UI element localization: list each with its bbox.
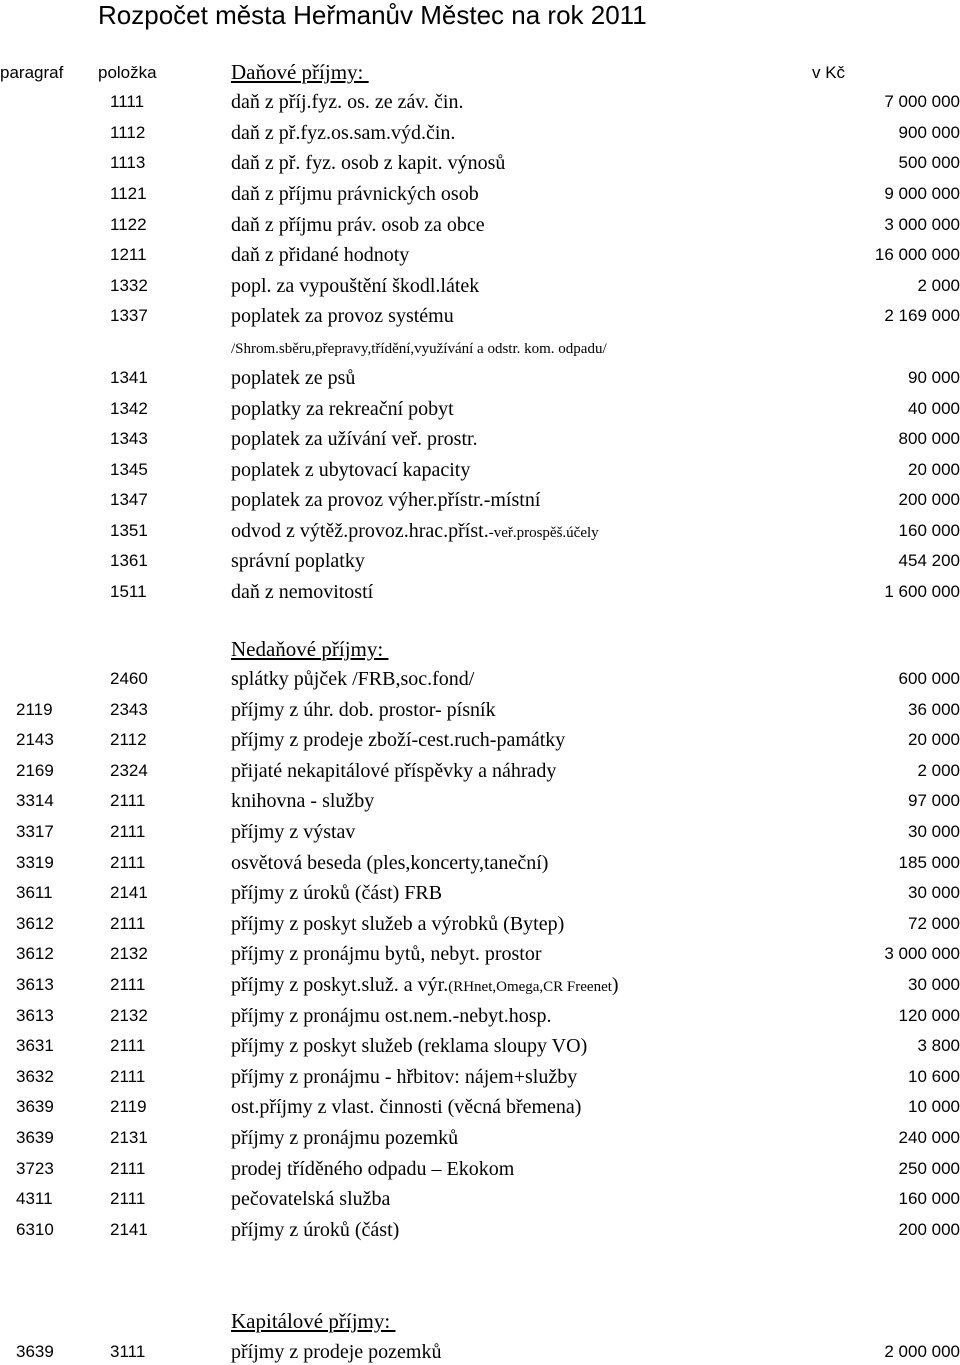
polozka-cell: 3111 <box>110 1342 146 1361</box>
amount-cell: 250 000 <box>898 1158 960 1178</box>
amount-cell: 20 000 <box>908 460 960 479</box>
item-text: poplatek ze psů <box>231 367 356 389</box>
table-row <box>0 365 960 391</box>
item-text-cell <box>231 273 479 299</box>
polozka-cell: 2343 <box>110 699 148 719</box>
polozka-cell: 2111 <box>110 1066 146 1086</box>
polozka-cell: 2132 <box>110 944 148 964</box>
polozka-cell: 1347 <box>110 490 148 509</box>
amount-cell: 600 000 <box>898 669 960 688</box>
item-text-cell <box>231 911 564 937</box>
item-text-cell <box>231 1003 552 1029</box>
column-header-currency: v Kč <box>812 63 846 82</box>
table-row <box>0 1217 960 1243</box>
item-text: splátky půjček /FRB,soc.fond/ <box>231 668 475 690</box>
paragraf-cell: 6310 <box>16 1219 54 1239</box>
table-row <box>0 426 960 452</box>
page-title: Rozpočet města Heřmanův Městec na rok 2011 <box>98 0 647 30</box>
table-row <box>0 819 960 845</box>
item-text: pečovatelská služba <box>231 1188 391 1211</box>
item-text-cell <box>231 396 454 422</box>
amount-cell: 800 000 <box>898 429 960 448</box>
paragraf-cell: 2143 <box>16 730 54 750</box>
item-text: příjmy z pronájmu bytů, nebyt. prostor <box>231 943 542 966</box>
table-row <box>0 911 960 937</box>
polozka-cell: 2131 <box>110 1128 148 1147</box>
amount-cell: 16 000 000 <box>874 245 960 264</box>
amount-cell: 3 000 000 <box>884 944 960 964</box>
item-text: příjmy z úroků (část) <box>231 1218 400 1241</box>
polozka-cell: 2111 <box>110 1189 146 1209</box>
amount-cell: 2 000 <box>917 760 960 780</box>
item-text-cell <box>231 1064 577 1090</box>
table-row <box>0 181 960 207</box>
paragraf-cell: 3317 <box>16 822 54 841</box>
item-text: odvod z výtěž.provoz.hrac.příst. <box>231 520 489 542</box>
table-row <box>0 697 960 723</box>
item-text-cell <box>231 972 619 1000</box>
polozka-cell: 1211 <box>110 245 147 264</box>
paragraf-cell: 3632 <box>16 1066 54 1086</box>
polozka-cell: 1361 <box>110 551 148 570</box>
item-text-cell <box>231 120 455 146</box>
table-row <box>0 1094 960 1120</box>
polozka-cell: 1122 <box>110 215 147 234</box>
amount-cell: 90 000 <box>908 368 960 387</box>
polozka-cell: 2112 <box>110 730 147 750</box>
item-text-cell <box>231 788 374 814</box>
polozka-cell: 2141 <box>110 883 148 903</box>
polozka-cell: 1345 <box>110 460 148 479</box>
item-text-cell <box>231 303 454 329</box>
amount-cell: 2 000 <box>917 276 960 295</box>
item-text: osvětová beseda (ples,koncerty,taneční) <box>231 851 549 874</box>
table-row <box>0 518 960 544</box>
polozka-cell: 1511 <box>110 582 147 601</box>
item-text: popl. za vypouštění škodl.látek <box>231 275 480 297</box>
paragraf-cell: 3639 <box>16 1097 54 1117</box>
item-text-cell <box>231 487 540 513</box>
paragraf-cell: 3612 <box>16 913 54 933</box>
section-title-danove: Daňové příjmy: <box>231 60 369 84</box>
item-text: příjmy z výstav <box>231 821 356 843</box>
polozka-cell: 1111 <box>110 92 145 111</box>
table-row <box>0 1064 960 1090</box>
amount-cell: 185 000 <box>898 852 960 872</box>
table-row <box>0 89 960 115</box>
item-text-cell <box>231 880 442 906</box>
amount-cell: 200 000 <box>898 1219 960 1239</box>
item-text-cell <box>231 181 479 207</box>
item-text-cell <box>231 212 485 238</box>
polozka-cell: 2324 <box>110 760 148 780</box>
polozka-cell: 1341 <box>110 368 148 387</box>
polozka-cell: 2141 <box>110 1219 148 1239</box>
item-text-small: -veř.prospěš.účely <box>488 525 599 541</box>
amount-cell: 30 000 <box>908 975 960 994</box>
item-text-cell <box>231 1033 587 1059</box>
table-row <box>0 548 960 574</box>
item-text: příjmy z prodeje zboží-cest.ruch-památky <box>231 729 566 752</box>
item-text: prodej tříděného odpadu – Ekokom <box>231 1157 515 1180</box>
polozka-cell: 2460 <box>110 669 148 688</box>
item-text-cell <box>231 666 474 692</box>
table-row <box>0 880 960 906</box>
item-text-cell <box>231 1217 399 1243</box>
polozka-cell: 2111 <box>110 913 146 933</box>
amount-cell: 160 000 <box>898 1189 960 1209</box>
item-text: příjmy z poskyt služeb (reklama sloupy VO) <box>231 1035 588 1058</box>
polozka-cell: 2111 <box>110 1158 146 1178</box>
polozka-cell: 2111 <box>110 975 146 994</box>
polozka-cell: 1112 <box>110 123 146 142</box>
item-text: daň z příj.fyz. os. ze záv. čin. <box>231 91 464 113</box>
table-row <box>0 758 960 784</box>
table-row <box>0 273 960 299</box>
table-row <box>0 150 960 176</box>
column-header-polozka: položka <box>98 63 157 82</box>
item-text-cell <box>231 727 565 753</box>
paragraf-cell: 3613 <box>16 975 54 994</box>
table-row <box>0 120 960 146</box>
amount-cell: 9 000 000 <box>884 184 960 203</box>
item-text: poplatek za užívání veř. prostr. <box>231 428 478 450</box>
item-text: příjmy z úhr. dob. prostor- písník <box>231 698 496 721</box>
item-text: ost.příjmy z vlast. činnosti (věcná břemena) <box>231 1096 582 1119</box>
item-text-cell <box>231 1156 514 1182</box>
polozka-cell: 2111 <box>110 822 146 841</box>
item-text: příjmy z prodeje pozemků <box>231 1341 442 1363</box>
table-row <box>0 972 960 998</box>
item-text: přijaté nekapitálové příspěvky a náhrady <box>231 759 557 782</box>
item-text: poplatek z ubytovací kapacity <box>231 459 471 481</box>
table-row <box>0 941 960 967</box>
item-text-cell <box>231 1125 458 1151</box>
item-text: daň z př.fyz.os.sam.výd.čin. <box>231 122 456 144</box>
amount-cell: 7 000 000 <box>884 92 960 111</box>
paragraf-cell: 3319 <box>16 852 54 872</box>
item-text: daň z př. fyz. osob z kapit. výnosů <box>231 152 506 174</box>
amount-cell: 500 000 <box>898 153 960 172</box>
paragraf-cell: 3314 <box>16 791 54 811</box>
item-text: příjmy z poskyt.služ. a výr. <box>231 974 449 996</box>
table-row <box>0 788 960 814</box>
item-text-cell <box>231 426 478 452</box>
amount-cell: 120 000 <box>898 1005 960 1025</box>
table-row <box>0 487 960 513</box>
amount-cell: 2 169 000 <box>884 306 960 325</box>
table-row <box>0 303 960 329</box>
table-row <box>0 396 960 422</box>
amount-cell: 20 000 <box>908 730 960 750</box>
item-text: příjmy z pronájmu pozemků <box>231 1127 459 1149</box>
amount-cell: 240 000 <box>898 1128 960 1147</box>
amount-cell: 72 000 <box>908 913 960 933</box>
polozka-cell: 2111 <box>110 1036 146 1056</box>
table-row <box>0 242 960 268</box>
item-text: daň z příjmu právnických osob <box>231 183 479 205</box>
table-row <box>0 850 960 876</box>
item-text: daň z příjmu práv. osob za obce <box>231 214 485 236</box>
item-text-cell <box>231 548 365 574</box>
polozka-cell: 2132 <box>110 1005 148 1025</box>
table-row <box>0 212 960 238</box>
table-row <box>0 666 960 692</box>
item-text-cell <box>231 365 355 391</box>
item-text: knihovna - služby <box>231 790 375 813</box>
table-row <box>0 1339 960 1365</box>
paragraf-cell: 3639 <box>16 1342 54 1361</box>
item-text-cell <box>231 242 409 268</box>
polozka-cell: 1342 <box>110 399 148 418</box>
paragraf-cell: 4311 <box>16 1189 53 1209</box>
table-row <box>0 457 960 483</box>
item-text: příjmy z úroků (část) FRB <box>231 882 443 905</box>
paragraf-cell: 3639 <box>16 1128 54 1147</box>
polozka-cell: 1337 <box>110 306 148 325</box>
item-text: správní poplatky <box>231 550 365 572</box>
amount-cell: 10 000 <box>908 1097 960 1117</box>
table-row <box>0 1003 960 1029</box>
item-text: příjmy z poskyt služeb a výrobků (Bytep) <box>231 912 565 935</box>
item-text-cell <box>231 1186 390 1212</box>
column-header-paragraf: paragraf <box>0 63 64 82</box>
section-title-kapitalove: Kapitálové příjmy: <box>231 1309 396 1333</box>
amount-cell: 36 000 <box>908 699 960 719</box>
item-text-after: ) <box>611 974 619 996</box>
amount-cell: 160 000 <box>898 521 960 540</box>
table-row <box>0 1033 960 1059</box>
item-text: poplatek za provoz systému <box>231 305 454 327</box>
item-text-cell <box>231 150 505 176</box>
amount-cell: 200 000 <box>898 490 960 509</box>
polozka-cell: 2119 <box>110 1097 147 1117</box>
table-row <box>0 727 960 753</box>
amount-cell: 1 600 000 <box>884 582 960 601</box>
item-text-cell <box>231 457 470 483</box>
item-text: příjmy z pronájmu - hřbitov: nájem+služby <box>231 1065 578 1088</box>
item-text-cell <box>231 1094 581 1120</box>
amount-cell: 10 600 <box>908 1066 960 1086</box>
polozka-cell: 1343 <box>110 429 148 448</box>
amount-cell: 40 000 <box>908 399 960 418</box>
item-text-cell <box>231 758 556 784</box>
paragraf-cell: 3631 <box>16 1036 54 1056</box>
amount-cell: 900 000 <box>898 123 960 142</box>
item-text: daň z nemovitostí <box>231 581 374 603</box>
item-text-cell <box>231 819 355 845</box>
paragraf-cell: 3613 <box>16 1005 54 1025</box>
item-text: poplatky za rekreační pobyt <box>231 398 454 420</box>
polozka-cell: 2111 <box>110 852 146 872</box>
item-text-cell <box>231 89 464 115</box>
item-text-cell <box>231 697 496 723</box>
amount-cell: 30 000 <box>908 822 960 841</box>
amount-cell: 454 200 <box>898 551 960 570</box>
amount-cell: 2 000 000 <box>884 1342 960 1361</box>
tax-note: /Shrom.sběru,přepravy,třídění,využívání a odstr. kom. odpadu/ <box>231 341 607 357</box>
item-text-small: (RHnet,Omega,CR Freenet <box>448 979 612 995</box>
amount-cell: 3 000 000 <box>884 215 960 234</box>
paragraf-cell: 2119 <box>16 699 53 719</box>
item-text-cell <box>231 1339 442 1365</box>
table-row <box>0 579 960 605</box>
amount-cell: 97 000 <box>908 791 960 811</box>
paragraf-cell: 2169 <box>16 760 54 780</box>
polozka-cell: 1351 <box>110 521 148 540</box>
table-row <box>0 1125 960 1151</box>
item-text-cell <box>231 518 599 546</box>
polozka-cell: 1113 <box>110 153 146 172</box>
item-text: příjmy z pronájmu ost.nem.-nebyt.hosp. <box>231 1004 552 1027</box>
table-row <box>0 1186 960 1212</box>
paragraf-cell: 3723 <box>16 1158 54 1178</box>
polozka-cell: 2111 <box>110 791 146 811</box>
amount-cell: 3 800 <box>917 1036 960 1056</box>
item-text-cell <box>231 850 548 876</box>
polozka-cell: 1121 <box>110 184 147 203</box>
paragraf-cell: 3612 <box>16 944 54 964</box>
item-text-cell <box>231 579 373 605</box>
item-text-cell <box>231 941 542 967</box>
amount-cell: 30 000 <box>908 883 960 903</box>
item-text: daň z přidané hodnoty <box>231 244 410 266</box>
section-title-nedanove: Nedaňové příjmy: <box>231 637 389 661</box>
item-text: poplatek za provoz výher.přístr.-místní <box>231 489 541 511</box>
paragraf-cell: 3611 <box>16 883 53 903</box>
polozka-cell: 1332 <box>110 276 148 295</box>
table-row <box>0 1156 960 1182</box>
